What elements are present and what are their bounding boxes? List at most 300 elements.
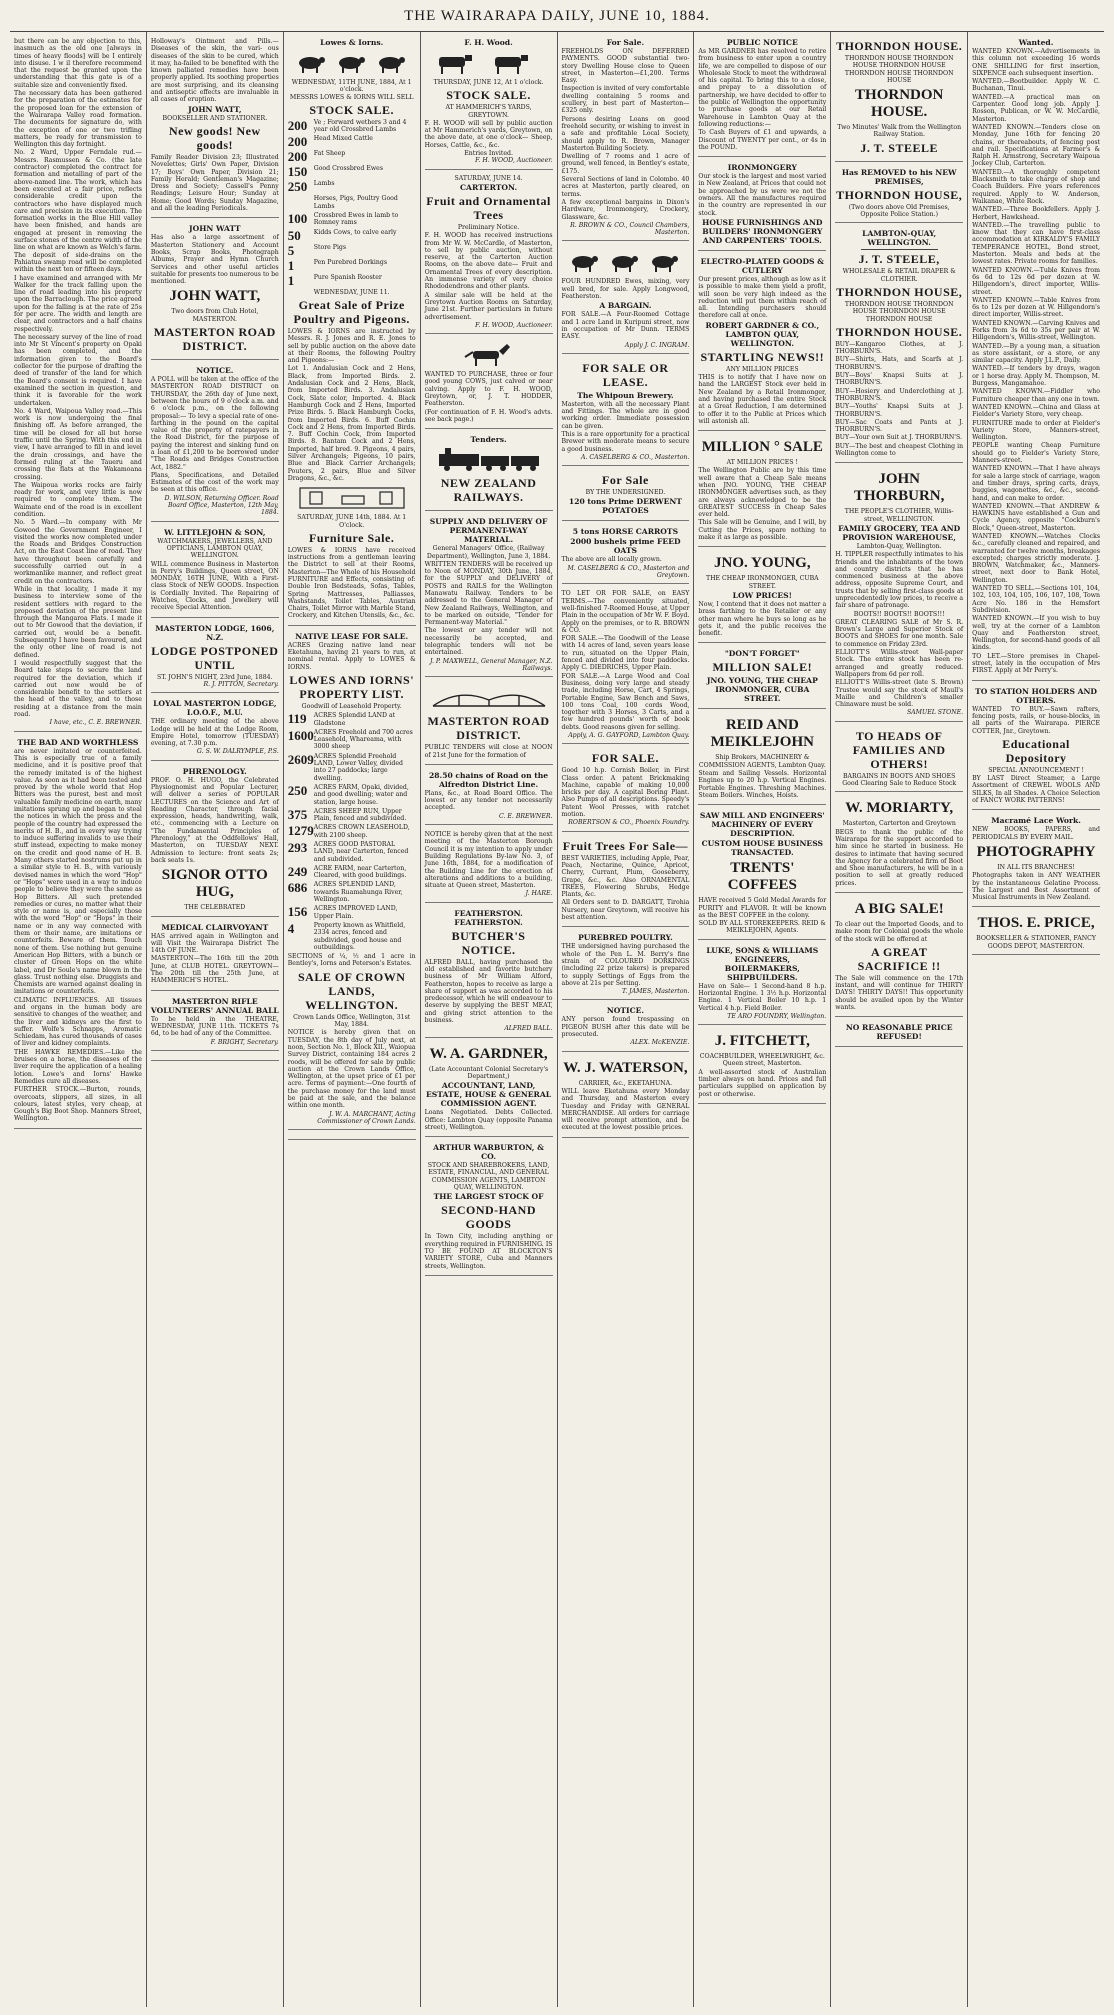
ad-headline: SECOND-HAND GOODS	[441, 1203, 536, 1232]
ad-body-text: ACRES Grazing native land near Eketahuna, having 21 years to run, at nominal rental. Apply to LOWES & IORNS.	[287, 641, 416, 671]
ad-body-text: To clear out the Imported Goods, and to make room for Colonial goods the whole of the stock will be offered at	[835, 921, 964, 943]
ad-body-text: WANTED.—The travelling public to know that they can have first-class accommodation at KIRKALDY'S FAMILY TEMPERANCE HOTEL, Bond street, Masterton. Meals and beds at the lowest rates. Private rooms for families.	[972, 221, 1100, 266]
advertisement	[972, 683, 1100, 811]
ad-heading: "DON'T FORGET"	[724, 649, 800, 659]
ad-headline: TO HEADS OF FAMILIES AND OTHERS!	[852, 728, 946, 771]
ad-body-text: Masterton, with all the necessary Plant and Fittings. The whole are in good working order. Immediate possession can be given.	[561, 400, 690, 430]
lot-text: ACRES Splendid Freehold LAND, Lower Valley, divided into 27 paddocks; large dwelling.	[313, 752, 403, 782]
ad-body-text: Now, I contend that it does not matter a brass farthing to the Retailer or any other man where he buys so long as he gets it, and the public receives the benefit.	[698, 600, 827, 638]
ad-heading: PUREBRED POULTRY.	[578, 933, 673, 943]
ad-body-text: SECTIONS of ¼, ½ and 1 acre in Bentley's, Iorns and Peterson's Estates.	[287, 953, 416, 968]
ad-centered-line: SATURDAY, JUNE 14.	[454, 174, 523, 182]
ad-body-text: FOR SALE.—A Four-Roomed Cottage and 1 acre Land in Kuripuni street, now in occupation of Mr Dunn. TERMS EASY.	[561, 311, 690, 341]
ad-headline: New goods! New goods!	[168, 123, 261, 152]
column-8	[968, 32, 1104, 2007]
advertisement	[698, 34, 826, 157]
ad-body-text: WANTED.—A thoroughly competent Blacksmith to take charge of shop and Coach Builders. Five years references required. Apply to W. Anderson, Waikanae, White Rock.	[972, 168, 1100, 205]
ad-body-text: Lot 1. Andalusian Cock and 2 Hens, Black, from Imported Birds. 2. Andalusian Cock and 2 Hens, Black, from Imported Birds. 3. Andalusian Cock, Slate color, Imported. 4. Black Hamburgh Cock and 2 Hens, Imported Prize Birds. 5. Black Hamburgh Cocks, from Imported Birds. 6. Buff Cochin Cock and 2 Hens, from Imported Birds. 7. Buff Cochin Cock, from Imported Birds. 8. Bantam Cock and 2 Hens, Imported, half bred. 9. Pigeons, 4 pairs, Silver Archangels; Pigeons, 10 pairs, Blue and Black Carrier Archangels; Pouters, 2 pairs, Blue and Silver Dragons, &c., &c.	[287, 365, 416, 482]
ad-signature: ROBERTSON & CO., Phoenix Foundry.	[568, 819, 690, 827]
advertisement	[151, 220, 279, 360]
advertisement	[835, 724, 963, 793]
ad-body-text: WANTED KNOWN.—Carving Knives and Forks from 3s 6d to 35s per pair at W. Hillgendorn's, Willis-street, Wellington.	[972, 319, 1100, 342]
ad-body-text: BUY—Kangaroo Clothes, at J. THORBURN'S.	[835, 340, 964, 356]
advertisement	[698, 253, 826, 431]
advertisement	[562, 586, 690, 744]
advertisement	[972, 812, 1100, 907]
advertisement	[288, 628, 416, 1130]
ad-signature: Apply J. C. INGRAM.	[624, 341, 690, 349]
ad-headline: NEW ZEALAND RAILWAYS.	[440, 476, 537, 505]
ad-signature: J. P. MAXWELL, General Manager, N.Z. Railways.	[429, 657, 553, 672]
ad-body-text: Holloway's Ointment and Pills.—Diseases of the skin, the vari- ous diseases of the skin to be cured, which it may, ha-failed to be benefited with the known palliated remedies have been properly applied. Its soothing properties are most surprising, and its cleansing and antiseptic effects are invaluable in all cases of eruption.	[150, 38, 279, 104]
ad-heading: The Whipoun Brewery.	[577, 390, 674, 400]
lot-text: Fat Sheep	[313, 150, 346, 158]
lot-line	[288, 274, 416, 287]
lot-text: ACRES Freehold and 700 acres Leasehold, Whareama, with 3000 sheep	[313, 728, 413, 751]
ad-centered-line: Good Clearing Sale to Reduce Stock	[842, 780, 957, 788]
ad-body-text: WANTED KNOWN.—Tuble Knives from 6s 6d to 12s 6d per dozen at W. Hillgendorn's, direct importer, Willis-street.	[972, 266, 1100, 296]
ad-body-text: ALFRED BALL, having purchased the old established and favorite butchery business of Mr William Alford, Featherston, hopes to receive as large a share of support as was accorded to his predecessor, which he will endeavour to deserve by supplying the BEST MEAT, and giving strict attention to the business.	[424, 958, 553, 1025]
advertisement	[562, 523, 690, 584]
advertisement	[562, 746, 690, 831]
ad-headline: J. T. STEELE	[860, 140, 938, 155]
ad-signature: F. H. WOOD, Auctioneer.	[475, 321, 553, 329]
ad-heading: PUBLIC NOTICE	[726, 38, 798, 47]
lot-number: 249	[287, 863, 308, 879]
ad-body-text: Good 10 h.p. Cornish Boiler, in First Class order. A patent Brickmaking Machine, capable of making 10,000 bricks per day. A capital Boring Plant. Also Pumps of all descriptions. Speedy's Patent Wool Presses, with ratchet motion.	[561, 767, 690, 819]
ad-body-text: Our stock is the largest and most varied in New Zealand, at Prices that could not be approached by us were we not the owners. All the manufactures required in the country are represented in our stock.	[698, 173, 827, 217]
ad-centered-line: THE CHEAP IRONMONGER, CUBA STREET.	[705, 575, 819, 590]
ad-body-text: NOTICE is hereby given that on TUESDAY, the 8th day of July next, at noon, Section No. 1, Block XII., Waiopua Survey District, containing 184 acres 2 roods, will be offered for sale by public auction at the Crown Lands Office, Wellington, at the upset price of £1 per acre. Terms of payment:—One fourth of the purchase money for the land must be paid at the sale, and the balance within one month.	[287, 1029, 416, 1110]
ad-signature: G. S. W. DALRYMPLE, P.S.	[196, 748, 279, 756]
lot-line	[288, 784, 416, 806]
lot-line	[288, 712, 416, 727]
ad-heading: NOTICE.	[606, 1006, 645, 1016]
ad-body-text: ANY person found trespassing on PIGEON BUSH after this date will be prosecuted.	[561, 1016, 690, 1039]
lot-line	[288, 195, 416, 210]
lot-line	[288, 824, 416, 839]
ad-heading: W. LITTLEJOHN & SON,	[164, 527, 266, 537]
ad-body-text: BEST VARIETIES, including Apple, Pear, Peach, Nectarine, Quince, Apricot, Cherry, Currant, Plum, Gooseberry, Grape, &c., &c. Also ORNAMENTAL TREES, Flowering Shrubs, Hedge Plants, &c.	[561, 854, 690, 899]
lot-number: 250	[287, 179, 308, 195]
lot-text: ACRES IMPROVED LAND, Upper Plain.	[313, 905, 398, 920]
advertisement	[562, 834, 690, 928]
ad-body-text: Have on Sale— 1 Second-hand 8 h.p. Horizontal Engine. 1 3½ h.p. Horizontal Engine. 1 Vertical Boiler 10 h.p. 1 Vertical 4 h.p. Field Boiler.	[698, 982, 827, 1012]
ad-heading: Has REMOVED to his NEW PREMISES,	[841, 167, 957, 186]
ad-headline: BUTCHER'S NOTICE.	[451, 928, 526, 957]
ad-body-text: The above are all locally grown.	[561, 556, 662, 564]
ad-body-text: No. 4 Ward, Waipoua Valley road.—This work is now undergoing the final finishing off. As before arranged, the time will be closed for all but horse traffic until the Spring. With this end in view, I have arranged to fill in and level the drain crossings, and have the formed ruling at the Taueru and crossing the flats at the Wakamoana crossing.	[14, 407, 142, 481]
ad-body-text: A few exceptional bargains in Dixon's Hardware, Ironmongery, Crockery, Glassware, &c.	[561, 198, 690, 221]
lot-number: 2609	[287, 751, 314, 767]
ad-signature: ALFRED BALL.	[504, 1025, 553, 1033]
ad-body-text: The Wellington Public are by this time well aware that a Cheap Sale means when JNO. YOUNG, THE CHEAP IRONMONGER advertises such, as they are always acknowledged to be the GREATEST SUCCESS in Cheap Sales ever held.	[698, 467, 827, 519]
advertisement	[835, 164, 963, 224]
advertisement	[835, 1019, 963, 1047]
advertisement	[698, 159, 826, 251]
ad-heading: SUPPLY AND DELIVERY OF PERMANENT-WAY MATERIAL.	[429, 517, 548, 545]
ad-centered-line: (Two doors above Old Premises, Opposite Police Station.)	[848, 203, 950, 219]
ad-body-text: WANTED.—Three Bookfellers. Apply J. Herbert, Hawkshead.	[972, 206, 1100, 221]
ad-body-text: BEGS to thank the public of the Wairarapa for the support accorded to him since he started in business. He desires to intimate that having secured the Agency for a celebrated firm of Boot and Shoe manufacturers, he will be in a position to sell at greatly reduced prices.	[835, 828, 964, 887]
ad-body-text: THE undersigned having purchased the whole of the Pen L. M. Berry's fine strain of COLOURED DORKINGS (including 22 prize takers) is prepared to supply Settings of Eggs from the above at 21s per Setting.	[561, 943, 690, 987]
ad-body-text: A well-assorted stock of Australian timber always on hand. Prices and full particulars supplied on application by post or otherwise.	[698, 1068, 827, 1098]
ad-heading: 28.50 chains of Road on the Alfredton District Line.	[428, 770, 549, 789]
ad-body-text: All Orders sent to D. DARGATT, Tirohia Nursery, near Greytown, will receive his best attention.	[561, 899, 690, 922]
lot-number: 1600	[287, 727, 314, 743]
lot-text: ACRES FARM, Opaki, divided, and good dwelling; water and station, large house.	[313, 783, 409, 806]
ad-body-text: THE HAWKE REMEDIES.—Like the bruises on a horse, the diseases of the liver require the application of a healing lotion. Lowe's and Iorns' Hawke Remedies cure all diseases.	[14, 1048, 142, 1085]
lot-text: Kidds Cows, to calve early	[313, 228, 397, 236]
lot-number: 250	[287, 782, 308, 798]
advertisement	[698, 1027, 826, 1104]
ad-heading: LOW PRICES!	[732, 590, 792, 600]
ad-body-text: H. TIPPLER respectfully intimates to his friends and the inhabitants of the town and country districts that he has commenced business at the above address, opposite Supreme Court, and trusts that by selling first-class goods at unprecedentedly low prices, to receive a fair share of patronage.	[835, 551, 964, 610]
ad-headline: STOCK SALE.	[309, 102, 395, 117]
ad-heading: 120 tons Prime DERWENT POTATOES	[568, 497, 682, 516]
lot-text: ACRES GOOD PASTORAL LAND, near Carterton, fenced and subdivided.	[313, 841, 409, 863]
lot-line	[288, 865, 416, 880]
ad-body-text: BUY—Your own Suit at J. THORBURN'S.	[835, 434, 962, 442]
ad-centered-line: WEDNESDAY, JUNE 11.	[313, 288, 390, 296]
lot-line	[288, 922, 416, 951]
ad-heading: LAMBTON-QUAY, WELLINGTON.	[862, 229, 937, 248]
advertisement	[835, 794, 963, 893]
ad-body-text: WANTED KNOWN.—That I have always for sale a large stock of carriage, wagon and timber drays, spring carts, drays, buggies, wagonettes, &c., &c., second-hand, and can make to order.	[972, 465, 1100, 502]
ad-body-text: The lowest or any tender will not necessarily be accepted, and telegraphic tenders will not be entertained.	[424, 627, 553, 657]
advertisement	[151, 620, 279, 694]
ad-body-text: THIS is to notify that I have now on hand the LARGEST Stock ever held in New Zealand by a Retail Ironmonger, and having purchased the entire Stock at a Great Reduction, I am determined to offer it to the Public at Prices which will astonish all.	[698, 374, 827, 425]
ad-body-text: TO LET OR FOR SALE, on EASY TERMS.—The conveniently situated, well-finished 7-Roomed House, at Upper Plain in the occupation of Mr W. F. Boyd. Apply on the premises, or to R. BROWN & CO.	[561, 590, 690, 634]
ad-body-text: Has also a large assortment of Masterton Stationery and Account Books, Scrap Books, Photograph Albums, Prayer and Hymn Church Services and other useful articles suitable for presents too numerous to be mentioned.	[150, 234, 279, 286]
ad-headline: A GREAT SACRIFICE !!	[857, 944, 941, 973]
lot-line	[288, 212, 416, 227]
ad-body-text: BUY—Boys' Knapsi Suits at J. THORBURN'S.	[835, 372, 964, 387]
ad-body-text: PEOPLE wanting Cheap Furniture should go to Fielder's Variety Store, Manners-street.	[972, 442, 1100, 465]
ad-body-text: WRITTEN TENDERS will be received up to Noon of MONDAY, 30th June, 1884, for the SUPPLY and DELIVERY of POSTS and RAILS for the Wellington Manawatu Railway. Tenders to be addressed to the General Manager of New Zealand Railways, Wellington, and to be marked on outside, "Tender for Permanent-way Material."	[424, 560, 553, 627]
lot-number: 200	[287, 117, 308, 133]
ad-headline: MASTERTON ROAD DISTRICT.	[427, 714, 550, 743]
advertisement	[425, 767, 553, 825]
advertisement	[425, 679, 553, 765]
ad-centered-line: THE PEOPLE'S CLOTHIER, Willis-street, WELLINGTON.	[844, 508, 954, 523]
ad-display-name: REID AND MEIKLEJOHN	[710, 717, 814, 751]
ad-heading: LOYAL MASTERTON LODGE, I.O.O.F., M.U.	[153, 699, 277, 718]
lot-text: ACRES CROWN LEASEHOLD, with 2100 sheep.	[313, 824, 410, 839]
ad-body-text: ELLIOTT'S Willis-street Wall-paper Stock. The entire stock has been re-arranged and greatly reduced. Wallpapers from 6d per roll.	[835, 649, 964, 678]
lot-text: Horses, Pigs, Poultry Good Lambs	[313, 195, 398, 210]
lot-text: Head Mixed Cattle	[313, 135, 373, 143]
ad-centered-line: Ship Brokers, MACHINERY & COMMISSION AGENTS, Lambton Quay.	[698, 754, 826, 769]
ad-body-text: Persons desiring Loans on good freehold security, or wishing to invest in a safe and profitable Local Society, should apply to R. Brown, Manager Masterton Building Society.	[561, 115, 690, 152]
lot-line	[288, 244, 416, 257]
ad-body-text: While in that locality, I made it my business to interview some of the resident settlers with regard to the proposed deviation of the present line through the Mangaroa Flats. I made it out to Mr Gowood that the deviation, if carried out, would be a benefit. Subsequently I have been favoured, and the only other line of road is not defined.	[14, 585, 142, 659]
ad-heading: FAMILY GROCERY, TEA AND PROVISION WAREHOUSE,	[838, 523, 961, 542]
ad-body-text: NOTICE is hereby given that at the next meeting of the Masterton Borough Council it is my intention to apply under Building Regulations By-law No. 3, of June 16th, 1884, for a modification of the Building Line for the erection of alterations and additions to a building, situate at Queen street, Masterton.	[424, 831, 553, 890]
ad-body-text: GREAT CLEARING SALE of Mr S. R. Brown's Large and Superior Stock of BOOTS and SHOES for one month. Sale to commence on Friday 23rd.	[835, 618, 964, 648]
ad-body-text: WANTED KNOWN.—If you wish to buy well, try at the corner of a Lambton Quay and Featherston street, Wellington, for second-hand goods of all kinds.	[972, 615, 1100, 652]
advertisement	[698, 433, 826, 547]
lot-text: Crossbred Ewes in lamb to Romney rams	[313, 212, 399, 227]
ad-centered-line: THORNDON HOUSE THORNDON HOUSE THORNDON HOUSE THORNDON HOUSE THORNDON HOUSE	[844, 55, 954, 84]
ad-headline: Educational Depository	[1002, 736, 1070, 765]
ad-heading: LUKE, SONS & WILLIAMS ENGINEERS, BOILERMAKERS, SHIPBUILDERS.	[706, 945, 819, 982]
lot-number: 293	[287, 840, 308, 855]
lot-number: 150	[287, 164, 308, 180]
ad-centered-line: Entries Invited.	[464, 150, 513, 158]
lot-text: ACRES Splendid LAND at Gladstone	[313, 712, 396, 727]
ad-body-text: To be held in the THEATRE, WEDNESDAY, JUNE 11th. TICKETS 7s 6d, to be had of any of the Committee.	[150, 1015, 279, 1038]
ad-heading: MASTERTON LODGE, 1606, N.Z.	[155, 623, 275, 642]
lot-number: 1	[287, 272, 295, 288]
lot-line	[288, 841, 416, 863]
ad-body-text: No. 5 Ward.—In company with Mr Gowood the Government Engineer, I visited the works now completed under the Roads and Bridges Construction Act, on the East Coast line of road. They have throughout been carefully and successfully carried out in a workmanlike manner, and reflect great credit on the contractors.	[14, 519, 142, 585]
ad-display-name: PHOTOGRAPHY	[976, 843, 1096, 860]
ad-display-name: J. FITCHETT,	[714, 1033, 810, 1050]
ad-body-text: WANTED.—By a young man, a situation as store assistant, or a store, or any similar capacity. Apply J.L.P., Daily.	[972, 342, 1100, 365]
advertisement	[151, 34, 279, 218]
lot-number: 200	[287, 149, 308, 165]
lot-number: 156	[287, 904, 308, 920]
ad-signature: R. BROWN & CO., Council Chambers, Masterton.	[570, 221, 690, 237]
ad-heading: JNO. YOUNG, THE CHEAP IRONMONGER, CUBA STREET.	[706, 676, 818, 704]
ad-body-text: The Waipoua works rocks are fairly ready for work, and very little is now required to complete them. The Waimate end of the road is in excellent condition.	[14, 481, 142, 518]
column-7	[831, 32, 968, 2007]
advertisement	[698, 549, 826, 643]
advertisement	[151, 919, 279, 991]
ad-display-name: TRENTS' COFFEES	[727, 860, 797, 894]
lot-number: 686	[287, 880, 308, 896]
ad-heading: FEATHERSTON. FEATHERSTON.	[454, 908, 523, 927]
ad-centered-line: SPECIAL ANNOUNCEMENT !	[988, 766, 1084, 774]
advertisement	[425, 431, 553, 511]
ad-body-text: Plans, &c., at Road Board Office. The lowest or any tender not necessarily accepted.	[424, 789, 553, 812]
ad-body-text: Photographs taken in ANY WEATHER by the instantaneous Gelatine Process. The Largest and Best Assortment of Musical Instruments in New Zealand.	[972, 872, 1100, 902]
train-illustration-icon	[425, 447, 553, 473]
ad-heading: ACCOUNTANT, LAND, ESTATE, HOUSE & GENERAL COMMISSION AGENT.	[426, 1081, 552, 1109]
advertisement	[14, 734, 142, 1129]
ad-body-text: FURNITURE made to order at Fielder's Variety Store, Manners-street, Wellington.	[972, 419, 1100, 442]
ad-headline: THORNDON HOUSE.	[836, 39, 963, 53]
lot-number: 4	[287, 920, 295, 936]
lot-number: 200	[287, 134, 308, 150]
ad-headline: LOWES AND IORNS' PROPERTY LIST.	[289, 672, 415, 701]
ad-centered-line: MESSRS LOWES & IORNS WILL SELL	[289, 93, 414, 101]
advertisement	[425, 1040, 553, 1137]
ad-body-text: I would respectfully suggest that the Board take steps to secure the land required for the deviation, which if carried out now would be of considerable benefit to the settlers at the head of the valley, and to those residing at a distance from the main road.	[14, 659, 142, 719]
ad-headline: FOR SALE.	[591, 751, 660, 766]
ad-centered-line: Two doors from Club Hotel, MASTERTON.	[171, 308, 259, 323]
advertisement	[562, 34, 690, 241]
ad-body-text: NEW BOOKS, PAPERS, and PERIODICALS BY EVERY MAIL.	[972, 826, 1100, 841]
ad-centered-line: BOOKSELLER & STATIONER, FANCY GOODS DEPOT, MASTERTON.	[976, 935, 1096, 950]
ad-centered-line: WHOLESALE & RETAIL DRAPER & CLOTHIER.	[842, 268, 956, 283]
ad-signature: D. WILSON, Returning Officer. Road Board Office, Masterton, 12th May, 1884.	[164, 494, 279, 517]
column-3	[284, 32, 421, 2007]
ad-display-name: JOHN THORBURN,	[853, 471, 945, 505]
ad-headline: Furniture Sale.	[309, 530, 395, 545]
ad-body-text: Loans Negotiated. Debts Collected. Office: Lambton Quay (opposite Panama street), Wellington.	[424, 1109, 553, 1131]
advertisement	[562, 1054, 690, 1138]
ad-body-text: WANTED KNOWN.—Tenders close on Monday, June 16th for fencing 20 chains, or thereabouts, of fencing post and rail. Specifications at Farmer's & Ralph H. Armstrong, Secretary Waipoua Jockey Club, Carterton.	[972, 123, 1100, 168]
ad-centered-line: (Late Accountant Colonial Secretary's Department,)	[428, 1065, 549, 1080]
advertisement	[698, 807, 826, 939]
ad-body-text: but there can be any objection to this, inasmuch as the old one [always in times of heavy floods] will be I entirely into disuse. I w il therefore recommend that the request be granted upon the understanding that this gate is of a suitable size and conveniently fixed.	[14, 38, 142, 89]
ad-centered-line: AT MILLION PRICES !	[726, 459, 798, 467]
ad-centered-line: Lambton-Quay, Wellington.	[856, 542, 942, 550]
ad-headline: THORNDON HOUSE,	[836, 284, 963, 299]
ad-body-text: HAS arrived again in Wellington and will Visit the Wairarapa District The 14th OF JUNE.	[150, 932, 279, 955]
ad-centered-line: Crown Lands Office, Wellington, 31st May, 1884.	[293, 1013, 411, 1029]
ad-display-name: THORNDON HOUSE.	[855, 87, 944, 121]
advertisement	[425, 513, 553, 677]
ad-centered-line: IN ALL ITS BRANCHES!	[997, 863, 1075, 871]
advertisement	[425, 1139, 553, 1276]
lot-line	[288, 180, 416, 193]
ad-heading: IRONMONGERY	[727, 163, 797, 173]
ad-headline: Fruit and Ornamental Trees	[426, 193, 551, 222]
lot-line	[288, 881, 416, 903]
ad-headline: For Sale	[602, 473, 649, 488]
lot-number: 1	[287, 257, 295, 273]
ad-body-text: WANTED KNOWN.—That ANDREW & HAWKINS have established a Gun and Cycle Agency, opposite "Cockburn's Block," Queen-street, Masterton.	[972, 502, 1100, 532]
ad-signature: SAMUEL STONE.	[906, 709, 964, 717]
ad-headline: THORNDON HOUSE,	[836, 187, 963, 202]
ad-centered-line: WATCHMAKERS, JEWELLERS, AND OPTICIANS, LAMBTON QUAY, WELLINGTON.	[157, 537, 273, 560]
advertisement	[425, 905, 553, 1038]
ad-heading: ROBERT GARDNER & CO., LAMBTON QUAY, WELLINGTON.	[705, 320, 820, 348]
ad-heading: NATIVE LEASE FOR SALE.	[295, 631, 409, 641]
ad-body-text: ELLIOTT'S Willis-street (late S. Brown) Trustee would say the stock of Maull's Maille and Children's smaller Chinaware must be sold.	[835, 679, 964, 709]
lot-line	[288, 229, 416, 242]
ad-heading: MASTERTON RIFLE VOLUNTEERS' ANNUAL BALL	[150, 996, 279, 1015]
ad-centered-line: BOOKSELLER AND STATIONER.	[162, 114, 268, 122]
ad-heading: JOHN WATT,	[188, 104, 242, 114]
lot-line	[288, 119, 416, 134]
lot-line	[288, 905, 416, 920]
lot-text: Property known as Whitfield, 2334 acres, fenced and subdivided, good house and outbuildings.	[313, 921, 406, 951]
ad-headline: J. T. STEELE,	[858, 252, 940, 267]
ad-body-text: THE ordinary meeting of the above Lodge will be held at the Lodge Room, Empire Hotel, tomorrow (TUESDAY) evening, at 7.30 p.m.	[150, 718, 279, 748]
advertisement	[562, 1002, 690, 1051]
ad-body-text: This is a rare opportunity for a practical Brewer with moderate means to secure a good business.	[561, 430, 690, 453]
ad-headline: Great Sale of Prize Poultry and Pigeons.	[293, 297, 410, 326]
ad-display-name: W. J. WATERSON,	[563, 1059, 688, 1076]
ad-body-text: I have examined and arranged with Mr Walker for the track falling upon the line of road leading into his property upon the Barraclough. The price agreed upon for the falling is at the rate of 25s for per acre. The width and length are clear, and contractors and a half chains respectively.	[14, 274, 142, 333]
lot-number: 1279	[287, 823, 314, 839]
ad-body-text: BUY—Hosiery and Underclothing at J. THORBURN'S.	[835, 387, 964, 402]
advertisement	[562, 356, 690, 466]
ad-headline: MASTERTON ROAD DISTRICT.	[153, 325, 276, 354]
lot-line	[288, 808, 416, 823]
ad-heading: HOUSE FURNISHINGS AND BUILDERS' IRONMONGERY AND CARPENTERS' TOOLS.	[702, 217, 823, 245]
ad-body-text: WANTED TO PURCHASE, three or four good young COWS, just calved or near calving. Apply to F. H. WOOD, Greytown, or, J. T. HODDER, Featherston.	[424, 371, 553, 408]
advertisement	[835, 34, 963, 162]
column-2	[147, 32, 284, 2007]
ad-heading: Lowes & Iorns.	[320, 38, 384, 47]
ad-heading: THE LARGEST STOCK OF	[433, 1192, 544, 1202]
lot-line	[288, 150, 416, 163]
lot-text: Ve ; Forward wethers 3 and 4 year old Crossbred Lambs	[313, 118, 407, 134]
divider	[861, 249, 938, 250]
ad-body-text: FOR SALE.—The Goodwill of the Lease with 14 acres of land, seven years lease to run, situated on the Upper Plain, fenced and divided into four paddocks. Apply C. DIEDRICHS, Upper Plain.	[561, 635, 690, 672]
lot-text: ACRES SHEEP RUN, Upper Plain, fenced and subdivided.	[313, 807, 407, 823]
ad-heading: JOHN WATT	[189, 224, 241, 234]
ad-body-text: To Cash Buyers of £1 and upwards, a Discount of TWENTY per cent., or 4s in the POUND.	[698, 129, 827, 151]
advertisement	[151, 524, 279, 618]
ad-centered-line: AT HAMMERICH'S YARDS, GREYTOWN.	[445, 104, 532, 119]
ad-signature: M. CASELBERG & CO., Masterton and Greytown.	[567, 564, 690, 580]
advertisement	[151, 993, 279, 1051]
ad-heading: CUSTOM HOUSE BUSINESS TRANSACTED.	[701, 839, 824, 858]
ad-heading: Wanted.	[1018, 38, 1054, 47]
columns	[10, 32, 1104, 2007]
advertisement	[835, 225, 963, 463]
advertisement	[698, 645, 826, 709]
column-1	[10, 32, 147, 2007]
ad-heading: SAW MILL AND ENGINEERS' MACHINERY OF EVERY DESCRIPTION.	[699, 811, 825, 839]
ad-body-text: WANTED KNOWN.—Advertisements in this column not exceeding 16 words ONE SHILLING for first insertion, SIXPENCE each subsequent insertion.	[972, 48, 1100, 77]
advertisement	[698, 711, 826, 805]
lot-text: ACRES SPLENDID LAND, towards Ruamahunga River, Wellington.	[313, 881, 403, 904]
ad-body-text: FOUR HUNDRED Ewes, mixing, very well bred, for sale. Apply Longwood, Featherston.	[561, 278, 690, 301]
ad-body-text: BY LAST Direct Steamer, a Large Assortment of CREWEL WOOLS AND SILKS, In all Shades. A Choice Selection of FANCY WORK PATTERNS!	[972, 775, 1100, 805]
ad-body-text: A similar sale will be held at the Greytown Auction Rooms on Saturday, June 21st. Further particulars in future advertisement.	[424, 291, 553, 321]
advertisement	[288, 34, 416, 626]
lot-text: Good Crossbred Ewes	[313, 165, 383, 173]
advertisement	[288, 1132, 416, 1140]
ad-headline: FOR SALE OR LEASE.	[582, 360, 669, 389]
ad-centered-line: Two Minutes' Walk from the Wellington Railway Station.	[837, 124, 962, 139]
ad-display-name: MILLION ° SALE	[701, 439, 823, 456]
ad-body-text: BUY—Shirts, Hats, and Scarfs at J. THORBURN'S.	[835, 356, 964, 371]
ad-centered-line: Preliminary Notice.	[457, 223, 520, 231]
ad-body-text: WANTED KNOWN.—China and Glass at Fielder's Variety Store, very cheap.	[972, 403, 1100, 419]
ad-signature: R. J. PITTON, Secretary.	[203, 680, 279, 688]
ad-centered-line: BOOTS!! BOOTS!! BOOTS!!!	[853, 610, 945, 618]
lot-text: Pure Spanish Rooster	[313, 273, 382, 281]
ad-body-text: BUY—The best and cheapest Clothing in Wellington come to	[835, 442, 964, 458]
ad-centered-line: Masterton, Carterton and Greytown	[842, 820, 956, 828]
advertisement	[698, 942, 826, 1025]
ad-heading: ARTHUR WARBURTON, & CO.	[433, 1143, 544, 1162]
lot-line	[288, 753, 416, 782]
ad-heading: 2000 bushels prime FEED OATS	[570, 537, 681, 556]
cattle-illustration-icon	[425, 50, 553, 76]
column-4	[421, 32, 558, 2007]
ad-body-text: WANTED TO SELL.—Sections 101, 104, 102, 103, 104, 105, 106, 107, 108, Town Acre No. 186 in the Hemsfort Subdivision.	[972, 585, 1100, 614]
ad-headline: SALE OF CROWN LANDS, WELLINGTON.	[297, 969, 406, 1012]
sheep-illustration-icon	[562, 249, 690, 275]
ad-centered-line: SATURDAY, JUNE 14th, 1884. At 1 O'clock.	[297, 514, 407, 529]
ad-body-text: WANTED KNOWN.—Fiddler who Furniture cheaper than any one in town.	[972, 388, 1100, 403]
ad-body-text: Several Sections of land in Colombo. 40 acres at Masterton, partly cleared, on terms.	[561, 176, 690, 198]
advertisement	[151, 1053, 279, 1061]
advertisement	[562, 929, 690, 1000]
room-illustration-icon	[288, 485, 416, 511]
ad-headline: THORNDON HOUSE.	[836, 324, 963, 339]
advertisement	[835, 465, 963, 721]
ad-body-text: WANTED.—A practical man on Carpenter. Good long job. Apply J. Rosson, Publican, or W. W. McCardle, Masterton.	[972, 93, 1100, 123]
ad-centered-line: STOCK AND SHAREBROKERS, LAND, ESTATE, FINANCIAL, AND GENERAL COMMISSION AGENTS, LAMBTON QUAY, WELLINGTON.	[427, 1162, 550, 1192]
ad-signature: J. W. A. MARCHANT, Acting Commissioner of Crown Lands.	[317, 1110, 416, 1125]
lot-line	[288, 135, 416, 148]
ad-body-text: WILL commence Business in Masterton in Perry's Buildings, Queen street, ON MONDAY, 16TH JUNE, With a First-class Stock of NEW GOODS. Inspection is Cordially Invited. The Repairing of Watches, Clocks, and Jewellery will receive Special Attention.	[150, 560, 279, 612]
ad-signature: TE ARO FOUNDRY, Wellington.	[727, 1012, 827, 1020]
ad-display-name: SIGNOR OTTO HUG,	[161, 867, 268, 901]
masthead	[10, 8, 1104, 32]
ad-heading: CARTERTON.	[460, 182, 518, 192]
